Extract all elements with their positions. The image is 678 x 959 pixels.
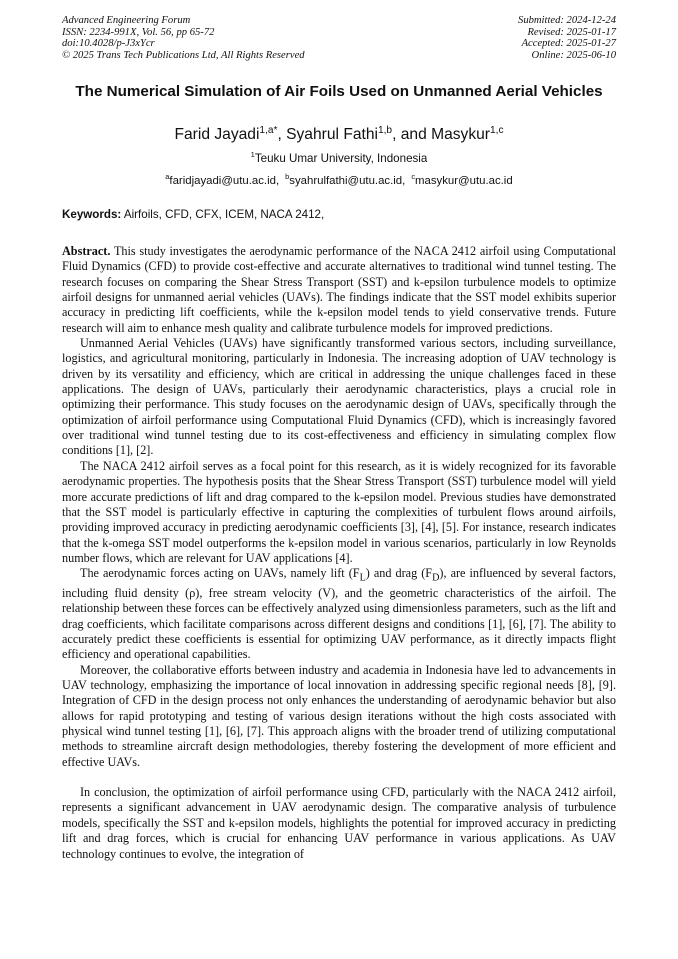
email-list [62, 174, 616, 188]
copyright-line: © 2025 Trans Tech Publications Ltd, All Rights Reserved [62, 49, 305, 61]
author-separator: , and [392, 126, 432, 143]
affiliation-mark: 1 [250, 150, 255, 160]
body-paragraph: The aerodynamic forces acting on UAVs, namely lift $(F_L)$ and drag $(F_D)$, are influenced by several factors, including fluid density (ρ), free stream velocity (V), and the geometric characteristics of the airfoil. The relationship between these forces can be effectively analyzed using dimensionless parameters, such as the lift and drag coefficients, which facilitate comparisons across different designs and conditions [1], [6], [7]. The ability to accurately predict these coefficients is essential for optimizing UAV performance, as it directly impacts flight efficiency and operational capabilities. [62, 566, 616, 662]
submission-dates [518, 15, 616, 61]
affiliation-text: Teuku Umar University, Indonesia [254, 152, 428, 165]
keywords [62, 208, 616, 222]
email-mark: a [165, 172, 170, 182]
online-date: Online: 2025-06-10 [531, 49, 616, 61]
issn-line: ISSN: 2234-991X, Vol. 56, pp 65-72 [62, 26, 215, 38]
author-name: Farid Jayadi [174, 126, 260, 143]
paper-body [62, 244, 616, 862]
email-address[interactable]: masykur@utu.ac.id [415, 175, 513, 187]
author-affiliation-mark: 1,c [490, 124, 504, 136]
body-paragraph: In conclusion, the optimization of airfoil performance using CFD, particularly with the NACA 2412 airfoil, represents a significant advancement in UAV aerodynamic design. The comparative analysis of turbulence models, specifically the SST and k-epsilon models, highlights the potential for improved accuracy in predicting lift and drag forces, which is crucial for enhancing UAV performance in various applications. As UAV technology continues to evolve, the integration of [62, 785, 616, 861]
email-address[interactable]: faridjayadi@utu.ac.id, [169, 175, 280, 187]
revised-date: Revised: 2025-01-17 [527, 26, 616, 38]
doi-line: doi:10.4028/p-J3xYcr [62, 38, 155, 50]
journal-info [62, 15, 305, 61]
author-name: Masykur [431, 126, 490, 143]
affiliation [62, 152, 616, 166]
email-mark: b [285, 172, 290, 182]
author-name: Syahrul Fathi [286, 126, 378, 143]
paper-title: The Numerical Simulation of Air Foils Used on Unmanned Aerial Vehicles [75, 83, 603, 100]
accepted-date: Accepted: 2025-01-27 [521, 38, 616, 50]
submitted-date: Submitted: 2024-12-24 [518, 15, 616, 26]
journal-name: Advanced Engineering Forum [62, 15, 191, 26]
body-paragraph: The NACA 2412 airfoil serves as a focal point for this research, as it is widely recognized for its favorable aerodynamic properties. The hypothesis posits that the Shear Stress Transport (SST) turbulence model will yield more accurate predictions of lift and drag compared to the k-epsilon model. Previous studies have demonstrated that the SST model is particularly effective in capturing the complexities of turbulent flows around airfoils, providing improved accuracy in predicting aerodynamic coefficients [3], [4], [5]. For instance, research indicates that the k-omega SST model outperforms the k-epsilon model in various scenarios, particularly in low Reynolds number flows, which are relevant for UAV applications [4]. [62, 458, 616, 565]
email-mark: c [411, 172, 416, 182]
body-paragraph: Unmanned Aerial Vehicles (UAVs) have significantly transformed various sectors, including surveillance, logistics, and agricultural monitoring, particularly in Indonesia. The increasing adoption of UAV technology is driven by its versatility and efficiency, which are critical in addressing the unique challenges faced in these applications. The design of UAVs, particularly their aerodynamic characteristics, plays a crucial role in optimizing their performance. This study focuses on the aerodynamic design of UAVs, specifically through the optimization of airfoil performance using Computational Fluid Dynamics (CFD), which is increasingly favored over traditional wind tunnel testing due to its cost-effectiveness and efficiency in simulating complex flow conditions [1], [2]. [62, 336, 616, 458]
author-affiliation-mark: 1,a* [259, 124, 278, 136]
body-paragraph: Moreover, the collaborative efforts between industry and academia in Indonesia have led to advancements in UAV technology, emphasizing the importance of local innovation in addressing specific regional needs [8], [9]. Integration of CFD in the design process not only enhances the understanding of aerodynamic behavior but also allows for rapid prototyping and testing of various design iterations without the high costs associated with physical wind tunnel testing [1], [6], [7]. This approach aligns with the broader trend of utilizing computational methods to streamline aircraft design methodologies, thereby fostering the development of more efficient and effective UAVs. [62, 662, 616, 769]
keywords-text: Airfoils, CFD, CFX, ICEM, NACA 2412, [121, 208, 325, 221]
abstract-paragraph [62, 244, 616, 336]
abstract-text: This study investigates the aerodynamic performance of the NACA 2412 airfoil using Computational Fluid Dynamics (CFD) to provide cost-effective and accurate alternatives to traditional wind tunnel testing. The research focuses on comparing the Shear Stress Transport (SST) and k-epsilon turbulence models to optimize airfoil designs for unmanned aerial vehicles (UAVs). The findings indicate that the SST model exhibits superior accuracy in predicting lift coefficients, while the k-epsilon model tends to yield conservative trends. Future research will aim to enhance mesh quality and calibrate turbulence models for improved predictions. [62, 244, 616, 335]
email-address[interactable]: syahrulfathi@utu.ac.id, [289, 175, 406, 187]
keywords-label: Keywords: [62, 208, 122, 221]
abstract-label: Abstract. [62, 244, 111, 258]
author-affiliation-mark: 1,b [377, 124, 393, 136]
author-separator: , [277, 126, 287, 143]
author-list [62, 126, 616, 144]
